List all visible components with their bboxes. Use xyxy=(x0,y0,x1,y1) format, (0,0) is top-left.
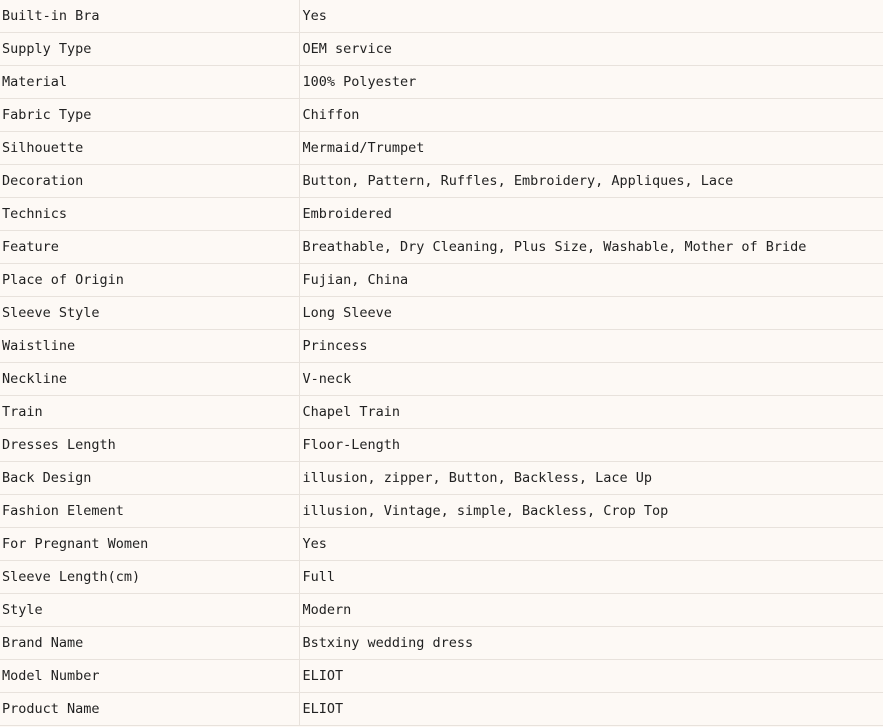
table-row xyxy=(0,231,883,264)
spec-label: Built-in Bra xyxy=(0,0,299,33)
spec-value: Bstxiny wedding dress xyxy=(299,627,883,660)
table-row xyxy=(0,33,883,66)
table-row xyxy=(0,66,883,99)
spec-label: Sleeve Style xyxy=(0,297,299,330)
spec-value: Chiffon xyxy=(299,99,883,132)
spec-label: Waistline xyxy=(0,330,299,363)
spec-value: Breathable, Dry Cleaning, Plus Size, Washable, Mother of Bride xyxy=(299,231,883,264)
spec-value: Modern xyxy=(299,594,883,627)
spec-value: Fujian, China xyxy=(299,264,883,297)
table-row xyxy=(0,627,883,660)
spec-value: Princess xyxy=(299,330,883,363)
table-row xyxy=(0,297,883,330)
spec-label: Fashion Element xyxy=(0,495,299,528)
table-row xyxy=(0,132,883,165)
table-row xyxy=(0,495,883,528)
spec-label: Supply Type xyxy=(0,33,299,66)
spec-label: Material xyxy=(0,66,299,99)
spec-label: Feature xyxy=(0,231,299,264)
spec-label: Train xyxy=(0,396,299,429)
spec-value: Long Sleeve xyxy=(299,297,883,330)
spec-label: Product Name xyxy=(0,693,299,726)
table-row xyxy=(0,264,883,297)
spec-value: Floor-Length xyxy=(299,429,883,462)
table-row xyxy=(0,429,883,462)
spec-value: ELIOT xyxy=(299,660,883,693)
spec-label: Dresses Length xyxy=(0,429,299,462)
spec-value: ELIOT xyxy=(299,693,883,726)
table-row xyxy=(0,660,883,693)
table-row xyxy=(0,330,883,363)
table-row xyxy=(0,561,883,594)
spec-value: Full xyxy=(299,561,883,594)
spec-label: For Pregnant Women xyxy=(0,528,299,561)
spec-label: Model Number xyxy=(0,660,299,693)
spec-value: OEM service xyxy=(299,33,883,66)
spec-value: Chapel Train xyxy=(299,396,883,429)
spec-label: Neckline xyxy=(0,363,299,396)
spec-value: Yes xyxy=(299,0,883,33)
table-row xyxy=(0,594,883,627)
table-row xyxy=(0,0,883,33)
spec-value: illusion, Vintage, simple, Backless, Crop Top xyxy=(299,495,883,528)
spec-value: Button, Pattern, Ruffles, Embroidery, Appliques, Lace xyxy=(299,165,883,198)
spec-label: Technics xyxy=(0,198,299,231)
table-row xyxy=(0,99,883,132)
spec-value: V-neck xyxy=(299,363,883,396)
spec-value: illusion, zipper, Button, Backless, Lace Up xyxy=(299,462,883,495)
spec-label: Back Design xyxy=(0,462,299,495)
spec-label: Sleeve Length(cm) xyxy=(0,561,299,594)
spec-value: Embroidered xyxy=(299,198,883,231)
spec-label: Brand Name xyxy=(0,627,299,660)
table-row xyxy=(0,528,883,561)
spec-label: Silhouette xyxy=(0,132,299,165)
spec-label: Place of Origin xyxy=(0,264,299,297)
spec-label: Decoration xyxy=(0,165,299,198)
table-row xyxy=(0,462,883,495)
spec-value: 100% Polyester xyxy=(299,66,883,99)
spec-label: Style xyxy=(0,594,299,627)
spec-label: Fabric Type xyxy=(0,99,299,132)
spec-value: Yes xyxy=(299,528,883,561)
table-row xyxy=(0,693,883,726)
table-row xyxy=(0,198,883,231)
table-row xyxy=(0,165,883,198)
table-row xyxy=(0,396,883,429)
spec-value: Mermaid/Trumpet xyxy=(299,132,883,165)
table-row xyxy=(0,363,883,396)
